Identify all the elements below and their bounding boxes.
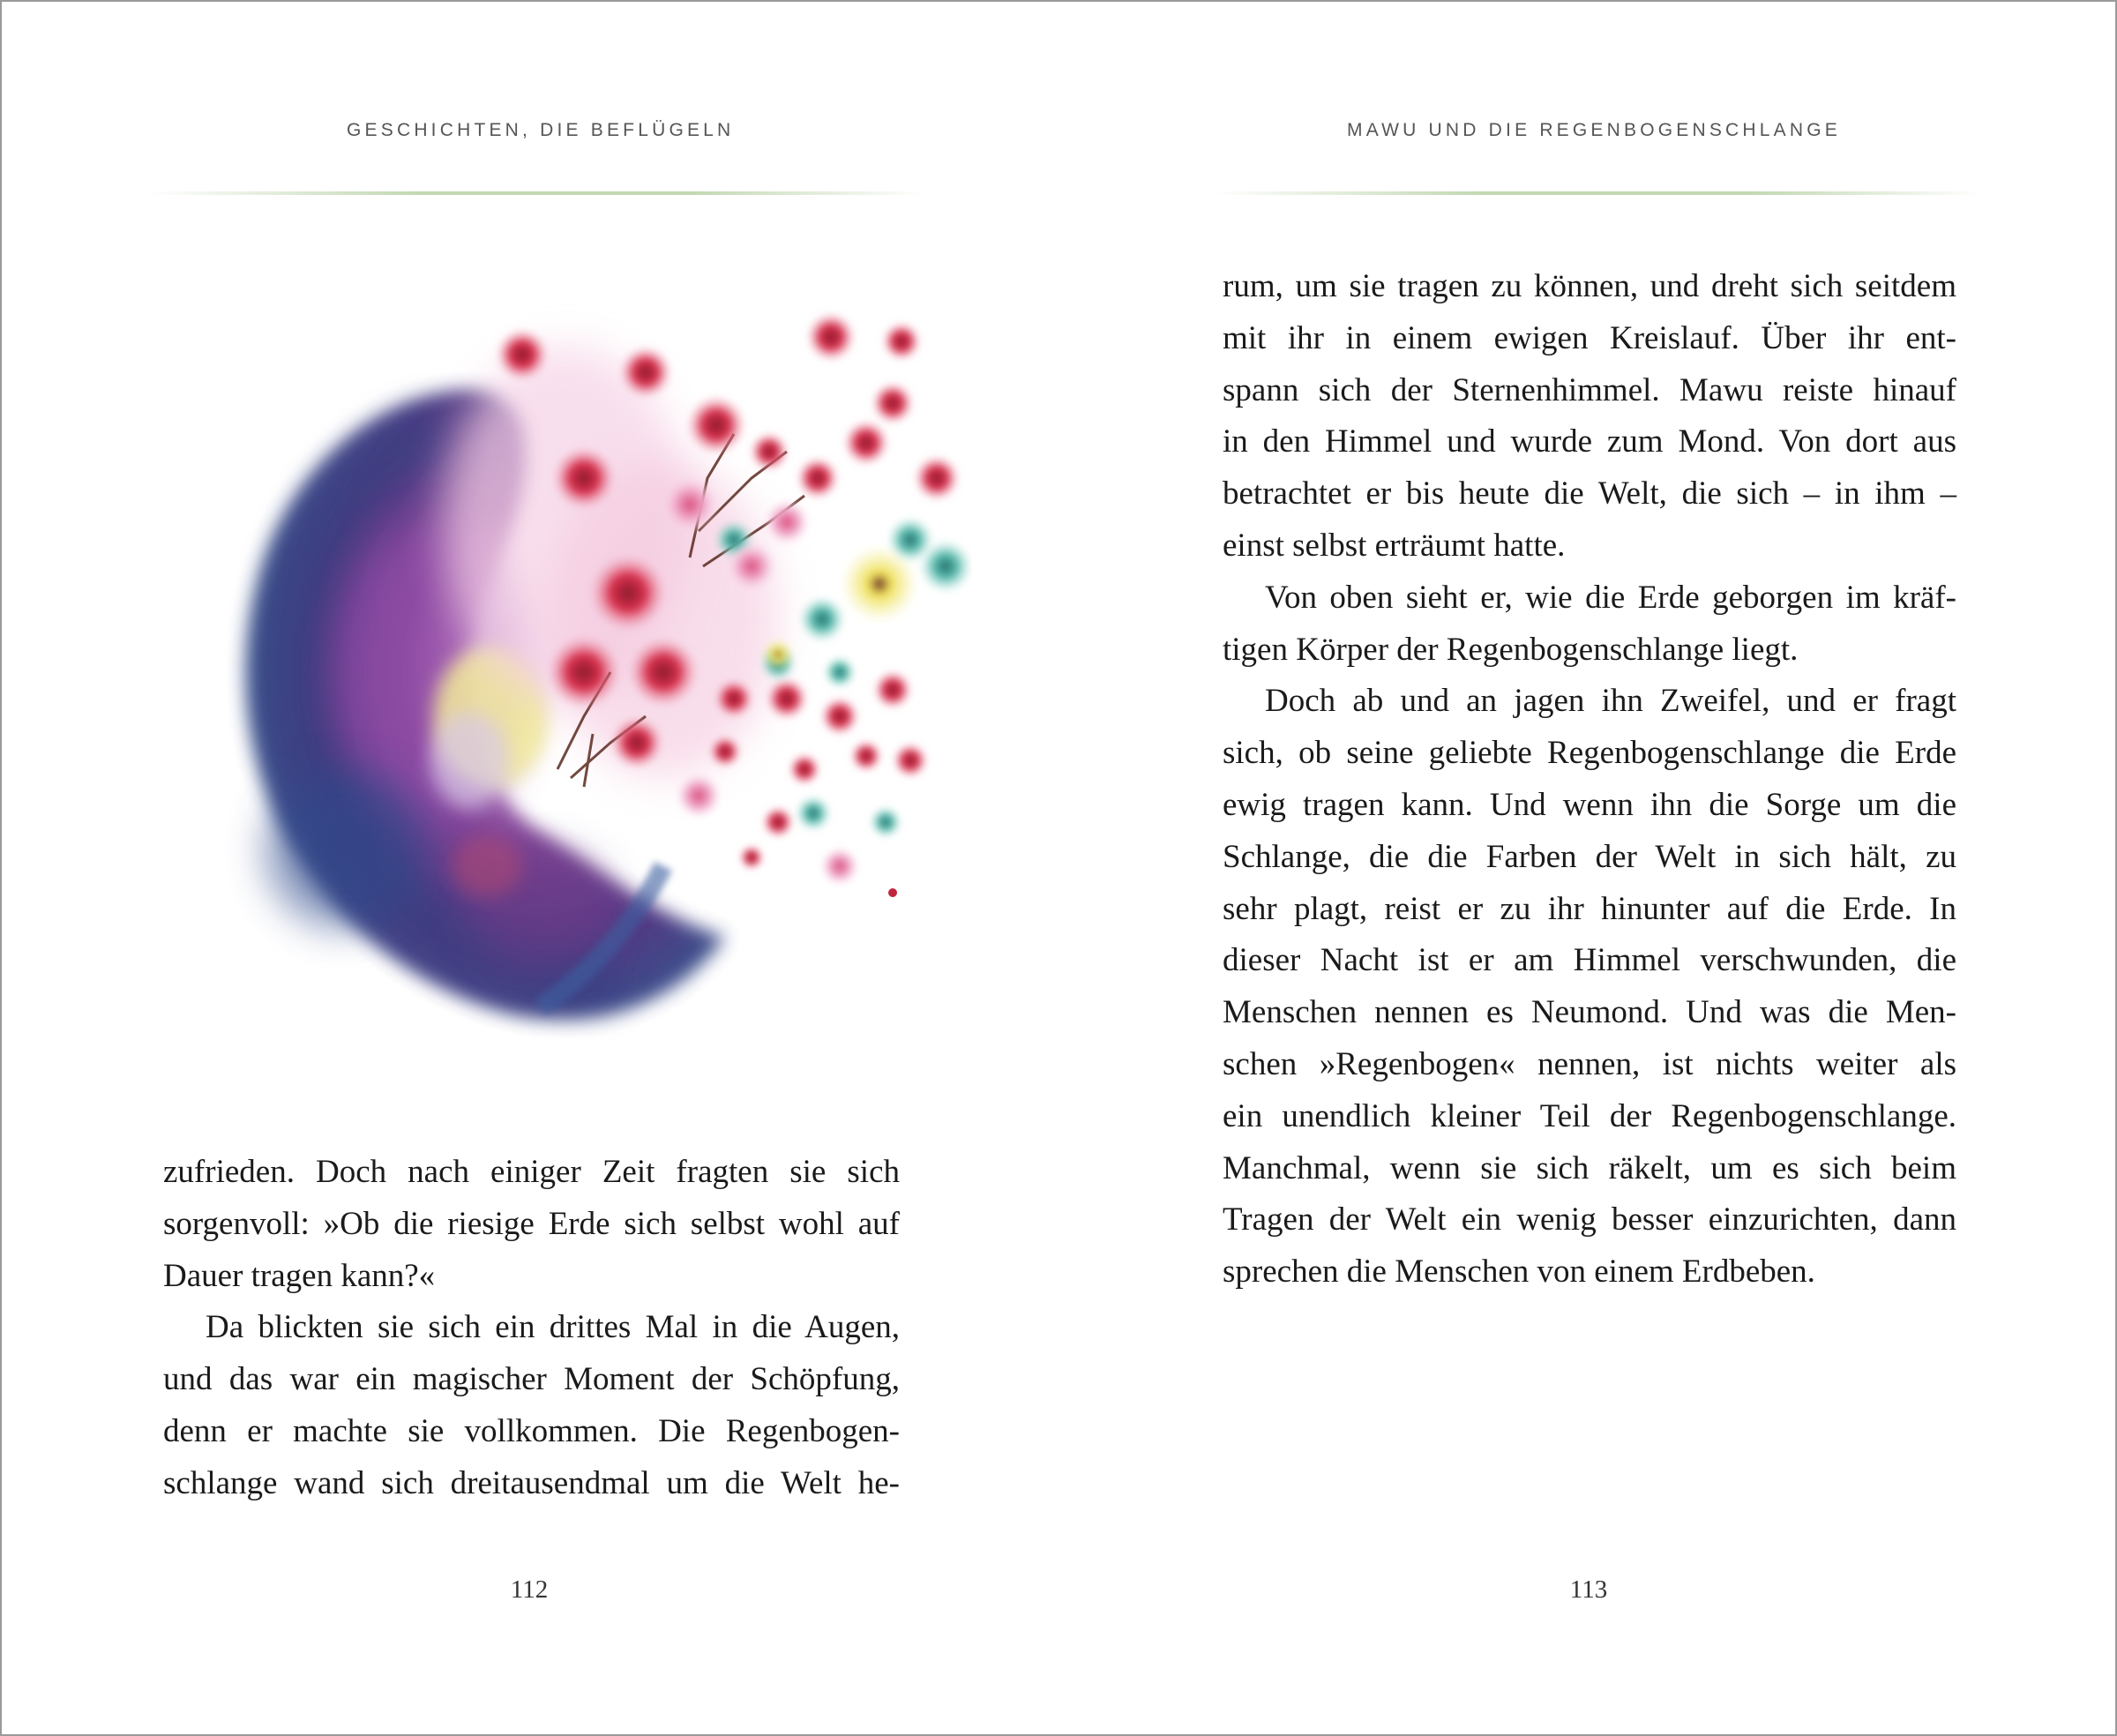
text-line: mit ihr in einem ewigen Kreislauf. Über ihr ent- [1223,319,1956,356]
text-line: ewig tragen kann. Und wenn ihn die Sorge um die [1223,786,1956,823]
text-line: sprechen die Menschen von einem Erdbeben. [1223,1253,1815,1291]
text-line: einst selbst erträumt hatte. [1223,527,1566,564]
text-line: in den Himmel und wurde zum Mond. Von dort aus [1223,423,1956,460]
text-line: schen »Regenbogen« nennen, ist nichts weiter als [1223,1045,1956,1082]
text-line: Doch ab und an jagen ihn Zweifel, und er fragt [1265,683,1956,720]
text-line: zufrieden. Doch nach einiger Zeit fragten sie sich [163,1154,900,1190]
text-line: sich, ob seine geliebte Regenbogenschlange die Erde [1223,735,1956,772]
text-line: ein unendlich kleiner Teil der Regenbogenschlange. [1223,1097,1956,1134]
running-head-left: GESCHICHTEN, DIE BEFLÜGELN [347,120,735,140]
text-line: Schlange, die die Farben der Welt in sich hält, zu [1223,838,1956,875]
header-rule-left [147,191,924,195]
left-page [2,2,1059,1734]
body-text-right [1223,261,1956,1298]
text-line: rum, um sie tragen zu können, und dreht sich seitdem [1223,268,1956,304]
text-line: betrachtet er bis heute die Welt, die sich – in ihm – [1223,475,1956,513]
text-line: sehr plagt, reist er zu ihr hinunter auf die Erde. In [1223,890,1956,927]
text-line: sorgenvoll: »Ob die riesige Erde sich selbst wohl auf [163,1205,900,1242]
text-line: Tragen der Welt ein wenig besser einzurichten, dann [1223,1201,1956,1238]
watercolor-illustration [169,302,972,1078]
flower-cluster [443,312,972,897]
text-line: spann sich der Sternenhimmel. Mawu reiste hinauf [1223,371,1956,408]
text-line: schlange wand sich dreitausendmal um die Welt he- [163,1464,900,1501]
text-line: Manchmal, wenn sie sich räkelt, um es sich beim [1223,1149,1956,1186]
text-line: Menschen nennen es Neumond. Und was die Men- [1223,994,1956,1031]
text-line: Dauer tragen kann?« [163,1257,436,1294]
text-line: und das war ein magischer Moment der Schöpfung, [163,1361,900,1398]
text-line: dieser Nacht ist er am Himmel verschwunden, die [1223,942,1956,979]
right-page [1059,2,2117,1734]
text-line: tigen Körper der Regenbogenschlange liegt. [1223,631,1799,668]
header-rule-right [1214,191,1981,195]
text-line: Von oben sieht er, wie die Erde geborgen im kräf- [1265,579,1956,616]
body-text-left [163,1147,900,1510]
text-line: denn er machte sie vollkommen. Die Regenbogen- [163,1412,900,1449]
page-number-left: 112 [510,1575,549,1604]
text-line: Da blickten sie sich ein drittes Mal in die Augen, [206,1309,900,1346]
running-head-right: MAWU UND DIE REGENBOGENSCHLANGE [1347,120,1841,140]
page-number-right: 113 [1569,1575,1608,1604]
